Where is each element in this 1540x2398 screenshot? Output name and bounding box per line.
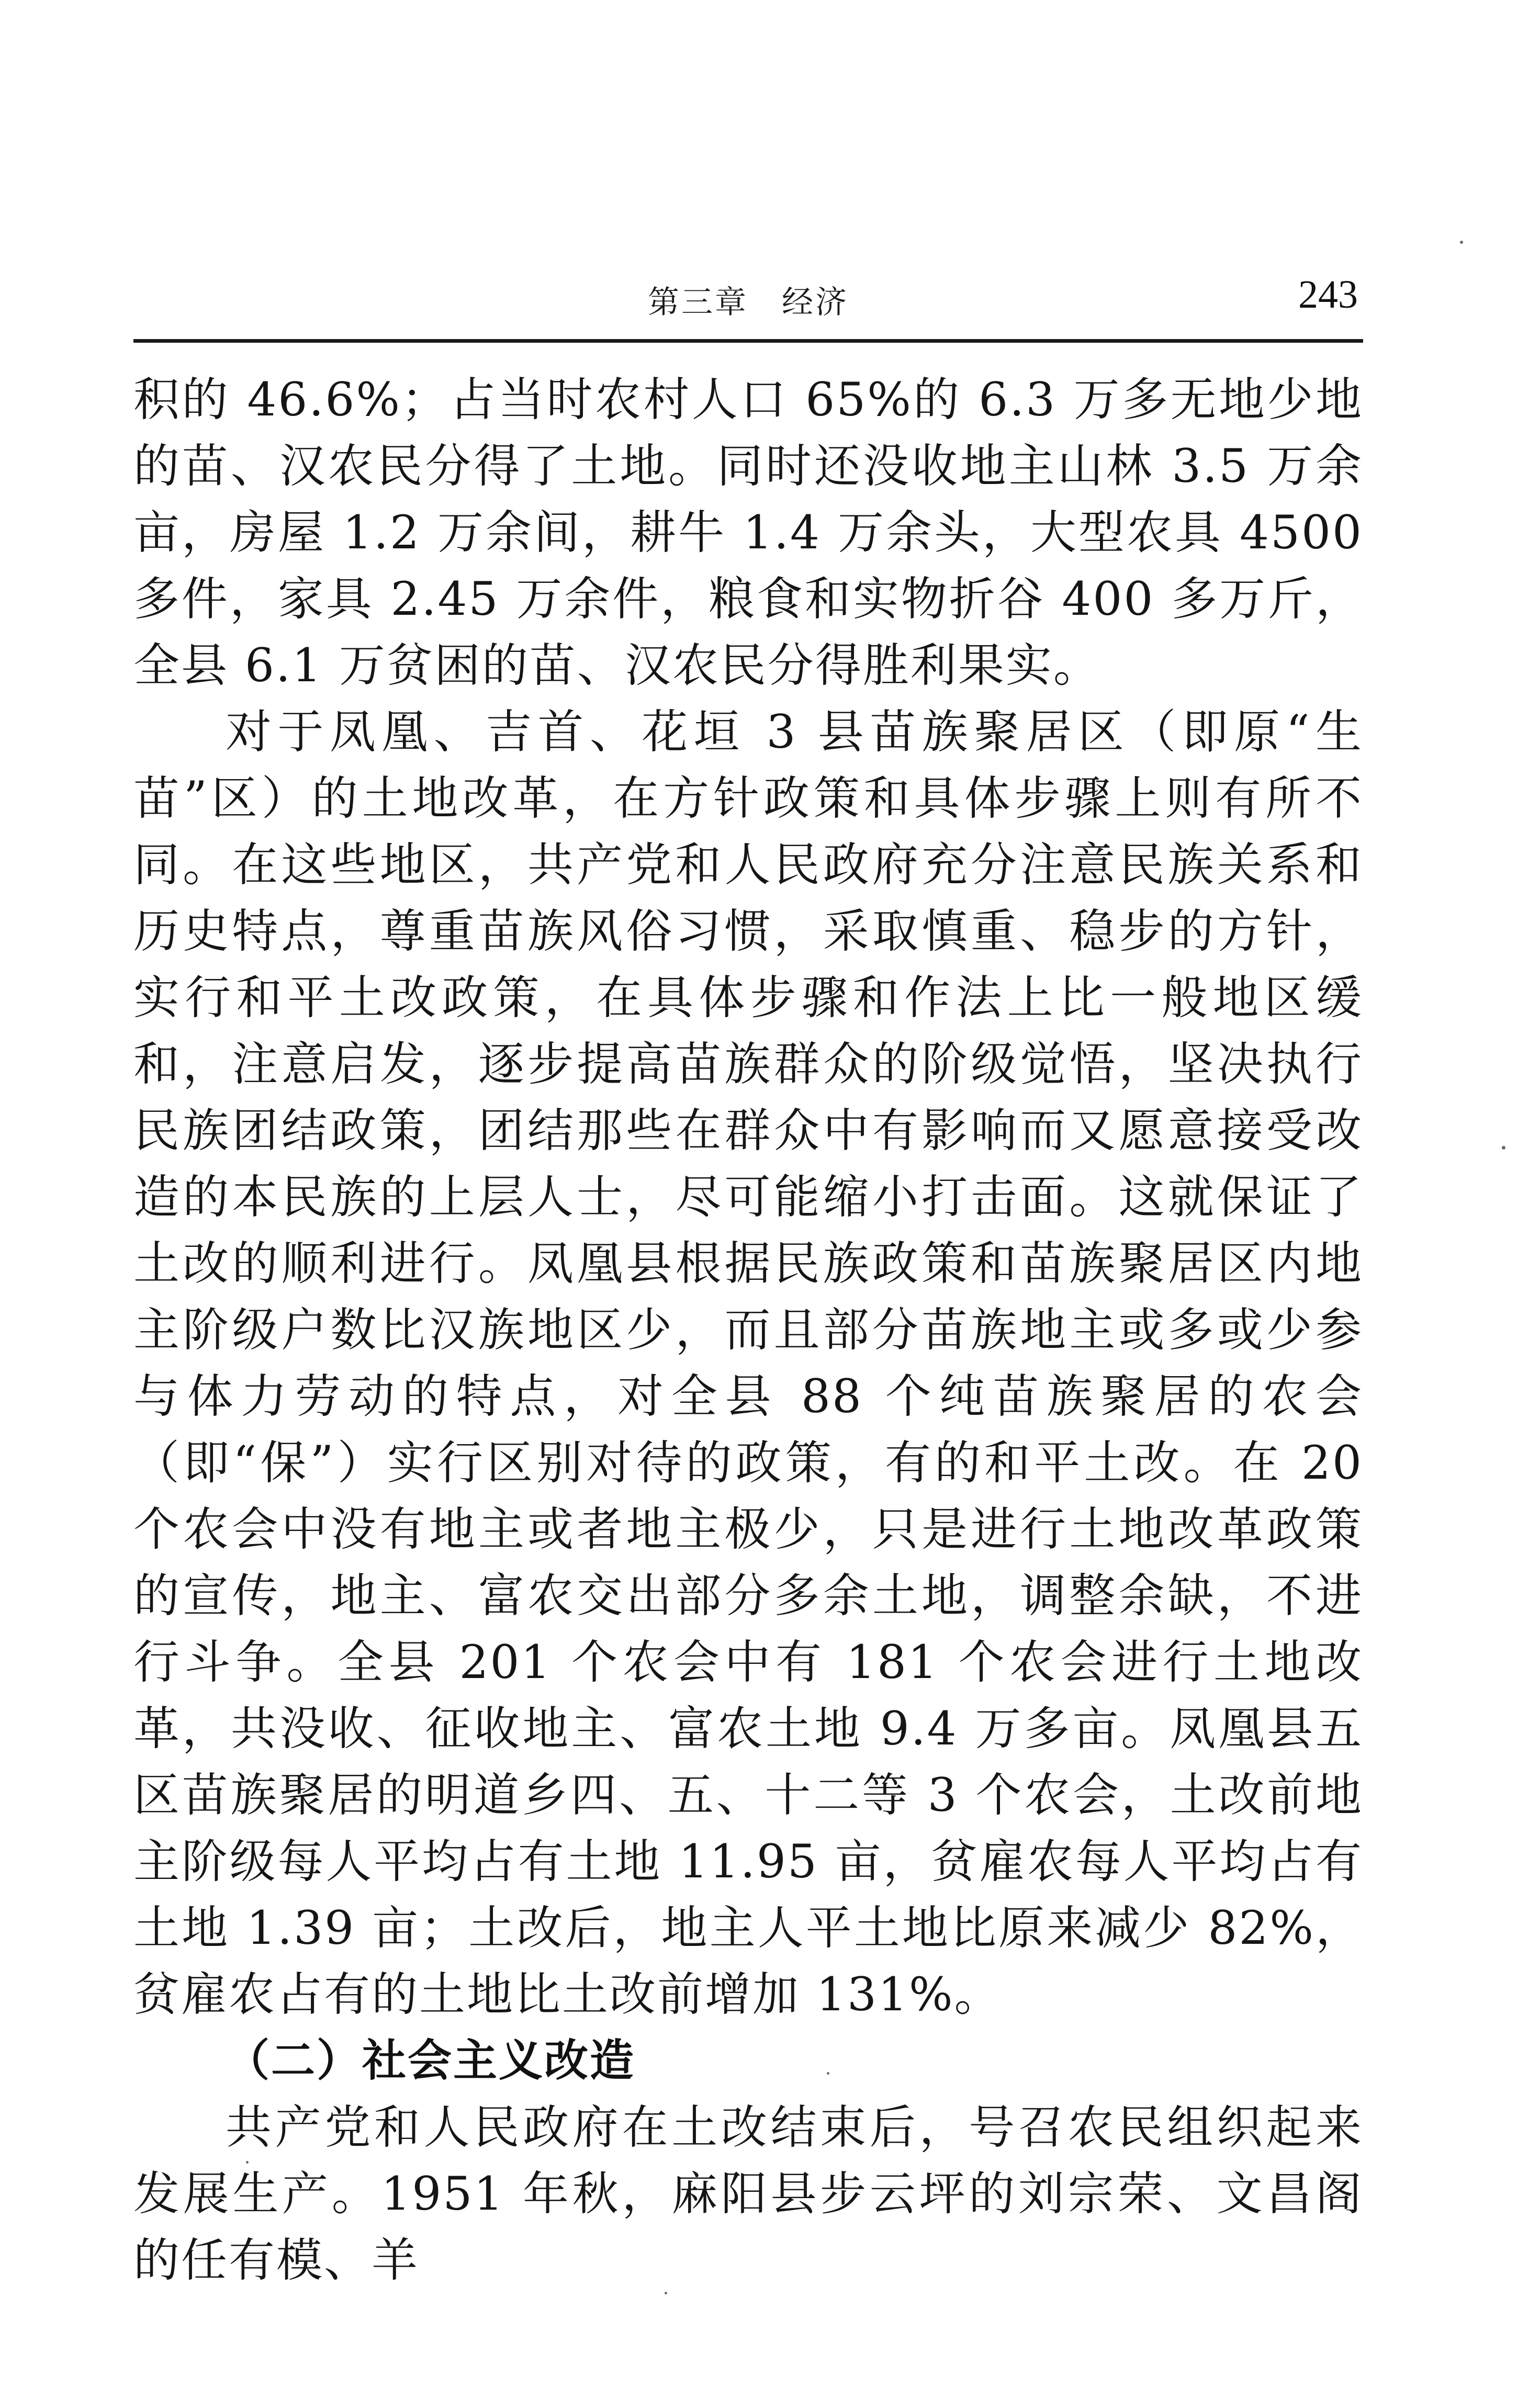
scan-speck (827, 2072, 829, 2075)
scan-speck (665, 2292, 667, 2294)
paragraph-continued: 积的 46.6%；占当时农村人口 65%的 6.3 万多无地少地的苗、汉农民分得了土地。同时还没收地主山林 3.5 万余亩，房屋 1.2 万余间，耕牛 1.4 万余头，大型农具 4500 多件，家具 2.45 万余件，粮食和实物折谷 400 多万斤，全县 6.1 万贫困的苗、汉农民分得胜利果实。 (133, 373, 1363, 692)
section-heading: （二）社会主义改造 (226, 2035, 636, 2086)
header-rule (133, 339, 1363, 343)
paragraph-land-reform-miao: 对于凤凰、吉首、花垣 3 县苗族聚居区（即原“生苗”区）的土地改革，在方针政策和具体步骤上则有所不同。在这些地区，共产党和人民政府充分注意民族关系和历史特点，尊重苗族风俗习惯，采取慎重、稳步的方针，实行和平土改政策，在具体步骤和作法上比一般地区缓和，注意启发，逐步提高苗族群众的阶级觉悟，坚决执行民族团结政策，团结那些在群众中有影响而又愿意接受改造的本民族的上层人士，尽可能缩小打击面。这就保证了土改的顺利进行。凤凰县根据民族政策和苗族聚居区内地主阶级户数比汉族地区少，而且部分苗族地主或多或少参与体力劳动的特点，对全县 88 个纯苗族聚居的农会（即“保”）实行区别对待的政策，有的和平土改。在 20 个农会中没有地主或者地主极少，只是进行土地改革政策的宣传，地主、富农交出部分多余土地，调整余缺，不进行斗争。全县 201 个农会中有 181 个农会进行土地改革，共没收、征收地主、富农土地 9.4 万多亩。凤凰县五区苗族聚居的明道乡四、五、十二等 3 个农会，土改前地主阶级每人平均占有土地 11.95 亩，贫雇农每人平均占有土地 1.39 亩；土改后，地主人平土地比原来减少 82%，贫雇农占有的土地比土改前增加 131%。 (133, 705, 1363, 2021)
chapter-title: 第三章 经济 (648, 284, 849, 321)
running-head (133, 272, 1363, 335)
paragraph-socialist-transformation: 共产党和人民政府在土改结束后，号召农民组织起来发展生产。1951 年秋，麻阳县步云坪的刘宗荣、文昌阁的任有模、羊 (133, 2100, 1363, 2287)
body-text (133, 366, 1363, 2293)
page-number: 243 (1298, 273, 1358, 317)
scan-speck (1502, 1146, 1505, 1150)
scan-speck (246, 2161, 249, 2164)
scan-speck (1460, 241, 1463, 244)
